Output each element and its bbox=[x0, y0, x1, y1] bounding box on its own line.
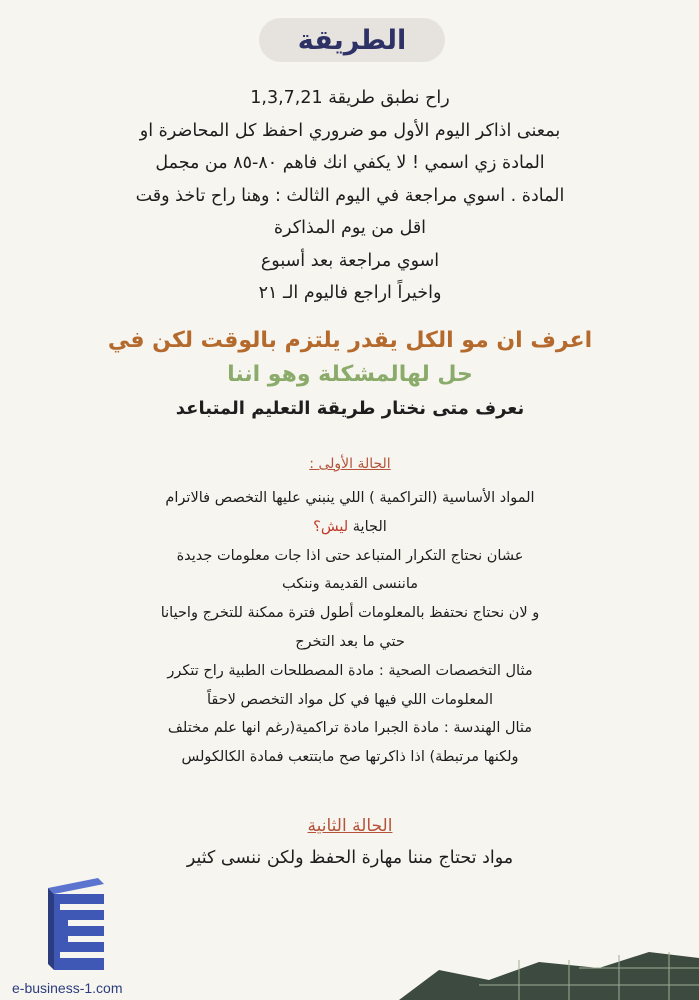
case-2-text: مواد تحتاج مننا مهارة الحفظ ولكن ننسى كثير bbox=[186, 848, 514, 868]
book-e-logo-icon bbox=[38, 870, 110, 980]
page-title: الطريقة bbox=[297, 24, 407, 56]
case-1-line: المعلومات اللي فيها في كل مواد التخصص لاحقاً bbox=[206, 691, 494, 708]
case-1-line: المواد الأساسية (التراكمية ) اللي ينبني عليها التخصص فالاترام bbox=[165, 490, 535, 506]
case-1-body bbox=[80, 484, 620, 772]
case-1-line: مثال التخصصات الصحية : مادة المصطلحات الطبية راح تتكرر bbox=[167, 662, 533, 679]
headline-black: نعرف متى نختار طريقة التعليم المتباعد bbox=[175, 398, 525, 419]
case-1-line: ولكنها مرتبطة) اذا ذاكرتها صح مابتتعب فمادة الكالكولس bbox=[181, 749, 519, 766]
case-1-line-2 bbox=[80, 513, 620, 542]
intro-line: واخيراً اراجع فاليوم الـ ٢١ bbox=[258, 283, 442, 303]
decorative-grid-corner bbox=[399, 940, 699, 1000]
intro-line: بمعنى اذاكر اليوم الأول مو ضروري احفظ كل المحاضرة او bbox=[139, 120, 561, 141]
intro-line: اسوي مراجعة بعد أسبوع bbox=[260, 250, 440, 271]
why-question: ليش؟ bbox=[313, 518, 349, 535]
site-url: e-business-1.com bbox=[12, 980, 123, 996]
case-1-line: مثال الهندسة : مادة الجبرا مادة تراكمية(رغم انها علم مختلف bbox=[167, 720, 533, 737]
case-1-line-2-text: الجاية bbox=[352, 518, 387, 535]
case-1-title: الحالة الأولى : bbox=[309, 456, 391, 472]
case-1-line: ماننسى القديمة وننكب bbox=[281, 576, 419, 593]
title-pill bbox=[259, 18, 445, 62]
case-2-title: الحالة الثانية bbox=[307, 816, 393, 836]
intro-line: المادة . اسوي مراجعة في اليوم الثالث : وهنا راح تاخذ وقت bbox=[135, 185, 565, 206]
intro-line: المادة زي اسمي ! لا يكفي انك فاهم ٨٠-٨٥ من مجمل bbox=[155, 153, 545, 173]
case-1-line: حتي ما بعد التخرج bbox=[295, 633, 405, 650]
intro-line: اقل من يوم المذاكرة bbox=[273, 218, 427, 238]
case-1-line: و لان نحتاج نحتفظ بالمعلومات أطول فترة ممكنة للتخرج واحيانا bbox=[160, 605, 540, 622]
headline-green: حل لهالمشكلة وهو اننا bbox=[227, 362, 473, 387]
intro-paragraph bbox=[80, 82, 620, 310]
intro-line: راح نطبق طريقة 1,3,7,21 bbox=[250, 88, 450, 108]
case-1-line: عشان نحتاج التكرار المتباعد حتى اذا جات معلومات جديدة bbox=[176, 547, 524, 564]
headline-orange: اعرف ان مو الكل يقدر يلتزم بالوقت لكن في bbox=[107, 328, 593, 353]
